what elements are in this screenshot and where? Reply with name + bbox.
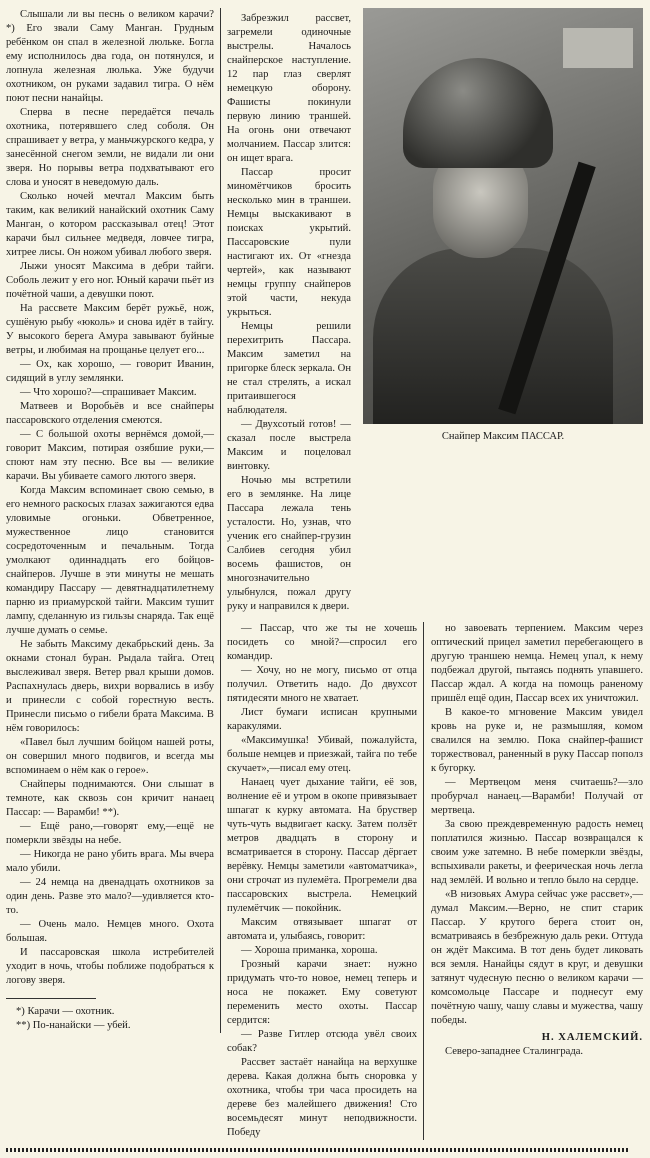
paragraph: — Никогда не рано убить врага. Мы вчера мало убили. [6, 849, 214, 874]
paragraph: «В низовьях Амура сейчас уже рассвет»,—думал Максим.—Верно, не спит старик Пассар. У крутого берега стоит он, всматриваясь в безбрежную даль реки. Оттуда он ждёт Максима. В тот день будет ликовать вся земля. Нанайцы сядут в круг, и девушки затянут чудесную песню о великом карачи — комсомольце Пассаре и поднесут ему почётную чашу, чашу славы и мужества, чашу победы. [431, 889, 643, 1026]
paragraph: — С большой охоты вернёмся домой,— говорит Максим, потирая озябшие руки,— споют нам эту песню. Все вы — великие карачи. Вы убиваете самого лютого зверя. [6, 429, 214, 482]
paragraph: — Что хорошо?—спрашивает Максим. [20, 387, 197, 398]
article-column-4 [431, 622, 643, 1059]
paragraph: *) Карачи — охотник. [16, 1006, 115, 1017]
paragraph: Ночью мы встретили его в землянке. На лице Пассара лежала тень усталости. Но, узнав, что ученик его снайпер-грузин Салбиев сегодня убил восемь фашистов, он многозначительно улыбнулся, пожал другу руку и направился к двери. [227, 475, 351, 612]
dateline-place: Северо-западнее Сталинграда. [445, 1046, 584, 1057]
photo-soldier-helmet [403, 58, 553, 168]
paragraph: За свою преждевременную радость немец поплатился жизнью. Пассар возвращался к своим уже затемно. В небе померкли звёзды, вспыхивали ракеты, и феерическая ночь легла над землёй. И вольно и тепло было на сердце. [431, 819, 643, 886]
paragraph: — Хороша приманка, хороша. [241, 945, 378, 956]
photo-caption: Снайпер Максим ПАССАР. [441, 431, 565, 442]
paragraph: — 24 немца на двенадцать охотников за один день. Разве это мало?—удивляется кто-то. [6, 877, 214, 916]
photo-soldier-body [373, 248, 613, 424]
top-row [227, 8, 643, 614]
paragraph: Нанаец чует дыхание тайги, её зов, волнение её и утром в окопе привязывает шпагат к курку автомата. На бруствер чуть-чуть выдвигает каску. Затем ползёт метров двадцать в сторону и всматривается в сторону. Пассар дёргает верёвку. Немцы заметили «автоматчика», они строчат из пулемёта. Прогремели два пассаровских выстрела. Немецкий пулемётчик — покойник. [227, 777, 417, 914]
paragraph: — Двухсотый готов! — сказал после выстрела Максим и поцеловал винтовку. [227, 419, 351, 472]
paragraph: — Мертвецом меня считаешь?—зло пробурчал нанаец.—Варамби! Получай от мертвеца. [431, 777, 643, 816]
paragraph: Снайперы поднимаются. Они слышат в темноте, как сквозь сон кричит нанаец Пассар: — Варамби! **). [6, 779, 214, 818]
author-signature: Н. ХАЛЕМСКИЙ. [541, 1032, 643, 1043]
paragraph: Лыжи уносят Максима в дебри тайги. Соболь лежит у его ног. Юный карачи пьёт из почётной чаши, а девушки поют. [6, 261, 214, 300]
paragraph: Максим отвязывает шпагат от автомата и, улыбаясь, говорит: [227, 917, 417, 942]
paragraph: Сперва в песне передаётся печаль охотника, потерявшего след соболя. Он спрашивает у ветра, у маньчжурского кедра, у занесённой снегом земли, не видали ли они зверя. Но порывы ветра подхватывают его слова и уносят в неведомую даль. [6, 107, 214, 188]
paragraph: Слышали ли вы песнь о великом карачи? *) Его звали Саму Манган. Грудным ребёнком он спал в железной люльке. Богла ему исполнилось два года, он потянулся, и лопнула железная люлька. Уже будучи охотником, он руками задавил тигра. О нём поют песни нанайцы. [6, 9, 214, 104]
paragraph: — Ох, как хорошо, — говорит Иванин, сидящий в углу землянки. [6, 359, 214, 384]
paragraph: — Разве Гитлер отсюда увёл своих собак? [227, 1029, 417, 1054]
paragraph: Когда Максим вспоминает свою семью, в его немного раскосых глазах зажигаются едва уловимые огоньки. Обветренное, мужественное лицо становится сосредоточенным и печальным. Тогда умолкают одиннадцать его бойцов-снайперов. Лучше в эти минуты не мешать командиру Пассару — девятнадцатилетнему парню из приамурской тайги. Максим тушит лампу, сделанную из гильзы снаряда. Так ещё лучше думать о семье. [6, 485, 214, 636]
paragraph: — Пассар, что же ты не хочешь посидеть со мной?—спросил его командир. [227, 623, 417, 662]
dotted-separator [6, 1148, 630, 1152]
paragraph: На рассвете Максим берёт ружьё, нож, сушёную рыбу «юколь» и снова идёт в тайгу. У высокого берега Амура завывают буйные ветры, и любимая на прощанье целует его... [6, 303, 214, 356]
paragraph: Лист бумаги исписан крупными каракулями. [227, 707, 417, 732]
paragraph: Немцы решили перехитрить Пассара. Максим заметил на пригорке блеск зеркала. Он не стал стрелять, а искал притаившегося наблюдателя. [227, 321, 351, 416]
paragraph: — Хочу, но не могу, письмо от отца получил. Ответить надо. До двухсот пятидесяти много не хватает. [227, 665, 417, 704]
article-column-1 [6, 8, 221, 1033]
photo-block [363, 8, 643, 444]
paragraph: Пассар просит миномётчиков бросить несколько мин в траншеи. Немцы выскакивают в поисках укрытий. Пассаровские пули настигают их. От «гнезда чертей», как называют немцы группу снайперов этой части, некуда укрыться. [227, 167, 351, 318]
bottom-row [227, 622, 643, 1140]
col1-paragraphs [6, 8, 214, 988]
paragraph: Сколько ночей мечтал Максим быть таким, как великий нанайский охотник Саму Манган, о котором рассказывал отец! Этот карачи был сильнее медведя, ловчее тигра, хитрее лисы. Он ножом убивал любого зверя. [6, 191, 214, 258]
paragraph: «Павел был лучшим бойцом нашей роты, он совершил много подвигов, и всегда мы вспоминаем о нём как о герое». [6, 737, 214, 776]
col4-paragraphs [431, 622, 643, 1028]
article-column-2 [227, 8, 351, 614]
paragraph: — Ещё рано,—говорят ему,—ещё не померкли звёзды на небе. [6, 821, 214, 846]
paragraph: Рассвет застаёт нанайца на верхушке дерева. Какая должна быть сноровка у охотника, чтобы три часа просидеть на дереве без малейшего движения! Сто восемьдесят минут неподвижности. Победу [227, 1057, 417, 1138]
paragraph: «Максимушка! Убивай, пожалуйста, больше немцев и приезжай, тайга по тебе скучает»,—писал ему отец. [227, 735, 417, 774]
paragraph: Не забыть Максиму декабрьский день. За окнами стонал буран. Рыдала тайга. Отец выслеживал зверя. Ветер рвал крыши домов. Распахнулась дверь, вихри ворвались в избу и принесли с собой горестную весть. Принесли письмо о гибели брата Максима. В нём говорилось: [6, 639, 214, 734]
photo-background-sign [563, 28, 633, 68]
paragraph: Матвеев и Воробьёв и все снайперы пассаровского отделения смеются. [6, 401, 214, 426]
paragraph: **) По-нанайски — убей. [16, 1020, 131, 1031]
paragraph: Грозный карачи знает: нужно придумать что-то новое, немец теперь и носа не покажет. Ему советуют переменить место охоты. Пассар сердится: [227, 959, 417, 1026]
footnotes [6, 1005, 214, 1033]
paragraph: Забрезжил рассвет, загремели одиночные выстрелы. Началось снайперское наступление. 12 пар глаз сверлят немецкую оборону. Фашисты покинули первую линию траншей. На огонь они отвечают молчанием. Пассар злится: он ищет врага. [227, 13, 351, 164]
article-column-3 [227, 622, 424, 1140]
sniper-photo [363, 8, 643, 424]
paragraph: И пассаровская школа истребителей уходит в ночь, чтобы поближе подобраться к логову зверя. [6, 947, 214, 986]
right-section [227, 8, 643, 1140]
paragraph: — Очень мало. Немцев много. Охота большая. [6, 919, 214, 944]
paragraph: но завоевать терпением. Максим через оптический прицел заметил перебегающего в другую траншею немца. Немец упал, к нему подбежал другой, пытаясь поднять упавшего. Пассар ждал. А когда на помощь раненому пришёл ещё один, Пассар всех их уничтожил. [431, 623, 643, 704]
paragraph: В какое-то мгновение Максим увидел кровь на руке и, не размышляя, комом свалился на землю. Пока снайпер-фашист торжествовал, раненный в руку Пассар пополз к бугорку. [431, 707, 643, 774]
footnote-divider [6, 998, 96, 999]
